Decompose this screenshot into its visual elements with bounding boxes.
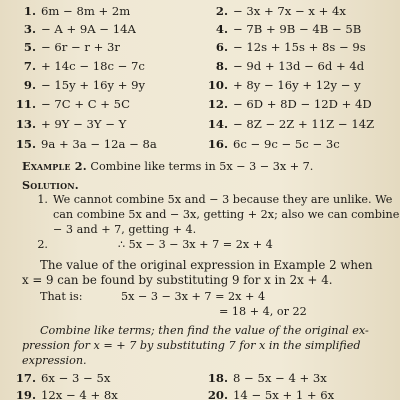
example-label: Example 2. <box>22 159 87 173</box>
exercise-8 <box>206 59 364 73</box>
exercise-expression: − 8Z − 2Z + 11Z − 14Z <box>233 117 375 131</box>
exercise-expression: − 3x + 7x − x + 4x <box>233 4 346 18</box>
exercise-number: 4. <box>215 22 228 36</box>
exercise-number: 12. <box>207 97 228 111</box>
exercise-number: 7. <box>23 59 36 73</box>
exercise-expression: 14 − 5x + 1 + 6x <box>233 388 335 400</box>
exercise-20 <box>206 388 334 400</box>
solution-step-2 <box>34 238 53 252</box>
exercise-number: 5. <box>23 40 36 54</box>
exercise-expression: − 7B + 9B − 4B − 5B <box>233 22 362 36</box>
exercise-9 <box>14 78 145 92</box>
exercise-19 <box>14 388 118 400</box>
exercise-expression: 12x − 4 + 8x <box>41 388 118 400</box>
exercise-17 <box>14 371 110 385</box>
exercise-expression: − A + 9A − 14A <box>41 22 136 36</box>
exercise-expression: − 15y + 16y + 9y <box>41 78 146 92</box>
exercise-12 <box>206 97 372 111</box>
exercise-4 <box>206 22 361 36</box>
exercise-number: 15. <box>15 137 36 151</box>
exercise-15 <box>14 137 157 151</box>
exercise-expression: + 8y − 16y + 12y − y <box>233 78 361 92</box>
exercise-expression: − 7C + C + 5C <box>41 97 130 111</box>
exercise-14 <box>206 117 374 131</box>
exercise-number: 16. <box>207 137 228 151</box>
step-number: 1. <box>37 193 48 206</box>
exercise-expression: − 6D + 8D − 12D + 4D <box>233 97 372 111</box>
exercise-number: 14. <box>207 117 228 131</box>
that-is-label: That is: <box>40 290 83 303</box>
exercise-number: 2. <box>215 4 228 18</box>
instruction-line: Combine like terms; then find the value of the original ex- <box>40 324 369 337</box>
exercise-2 <box>206 4 346 18</box>
exercise-expression: − 6r − r + 3r <box>41 40 120 54</box>
instruction-line: expression. <box>22 354 87 367</box>
solution-line: We cannot combine 5x and − 3 because they are unlike. We <box>53 193 393 206</box>
solution-equation: ∴ 5x − 3 − 3x + 7 = 2x + 4 <box>118 238 273 251</box>
exercise-expression: − 12s + 15s + 8s − 9s <box>233 40 366 54</box>
exercise-expression: + 9Y − 3Y − Y <box>41 117 127 131</box>
exercise-expression: − 9d + 13d − 6d + 4d <box>233 59 365 73</box>
exercise-expression: 8 − 5x − 4 + 3x <box>233 371 327 385</box>
exercise-number: 10. <box>207 78 228 92</box>
step-number: 2. <box>37 238 48 251</box>
exercise-number: 13. <box>15 117 36 131</box>
exercise-number: 18. <box>207 371 228 385</box>
exercise-10 <box>206 78 361 92</box>
example-heading <box>22 159 313 174</box>
exercise-16 <box>206 137 340 151</box>
exercise-expression: 6c − 9c − 5c − 3c <box>233 137 340 151</box>
exercise-expression: 6m − 8m + 2m <box>41 4 131 18</box>
exercise-11 <box>14 97 130 111</box>
exercise-expression: + 14c − 18c − 7c <box>41 59 145 73</box>
exercise-number: 17. <box>15 371 36 385</box>
exercise-expression: 6x − 3 − 5x <box>41 371 111 385</box>
solution-line: can combine 5x and − 3x, getting + 2x; also we can combine <box>53 208 400 221</box>
exercise-5 <box>14 40 120 54</box>
exercise-number: 11. <box>15 97 36 111</box>
solution-line: − 3 and + 7, getting + 4. <box>53 223 197 236</box>
instruction-line: pression for x = + 7 by substituting 7 for x in the simplified <box>22 339 361 352</box>
exercise-number: 19. <box>15 388 36 400</box>
exercise-number: 1. <box>23 4 36 18</box>
calculation-line: 5x − 3 − 3x + 7 = 2x + 4 <box>121 290 266 303</box>
exercise-18 <box>206 371 327 385</box>
exercise-expression: 9a + 3a − 12a − 8a <box>41 137 157 151</box>
exercise-number: 9. <box>23 78 36 92</box>
exercise-6 <box>206 40 366 54</box>
exercise-number: 20. <box>207 388 228 400</box>
solution-label: Solution. <box>22 178 79 192</box>
exercise-3 <box>14 22 136 36</box>
paragraph-line: The value of the original expression in Example 2 when <box>40 258 373 272</box>
exercise-number: 6. <box>215 40 228 54</box>
calculation-result: = 18 + 4, or 22 <box>219 305 307 318</box>
exercise-number: 3. <box>23 22 36 36</box>
example-text: Combine like terms in 5x − 3 − 3x + 7. <box>90 160 314 173</box>
exercise-13 <box>14 117 126 131</box>
exercise-7 <box>14 59 145 73</box>
exercise-1 <box>14 4 130 18</box>
exercise-number: 8. <box>215 59 228 73</box>
paragraph-line: x = 9 can be found by substituting 9 for x in 2x + 4. <box>22 273 333 287</box>
solution-step-1 <box>34 193 392 207</box>
